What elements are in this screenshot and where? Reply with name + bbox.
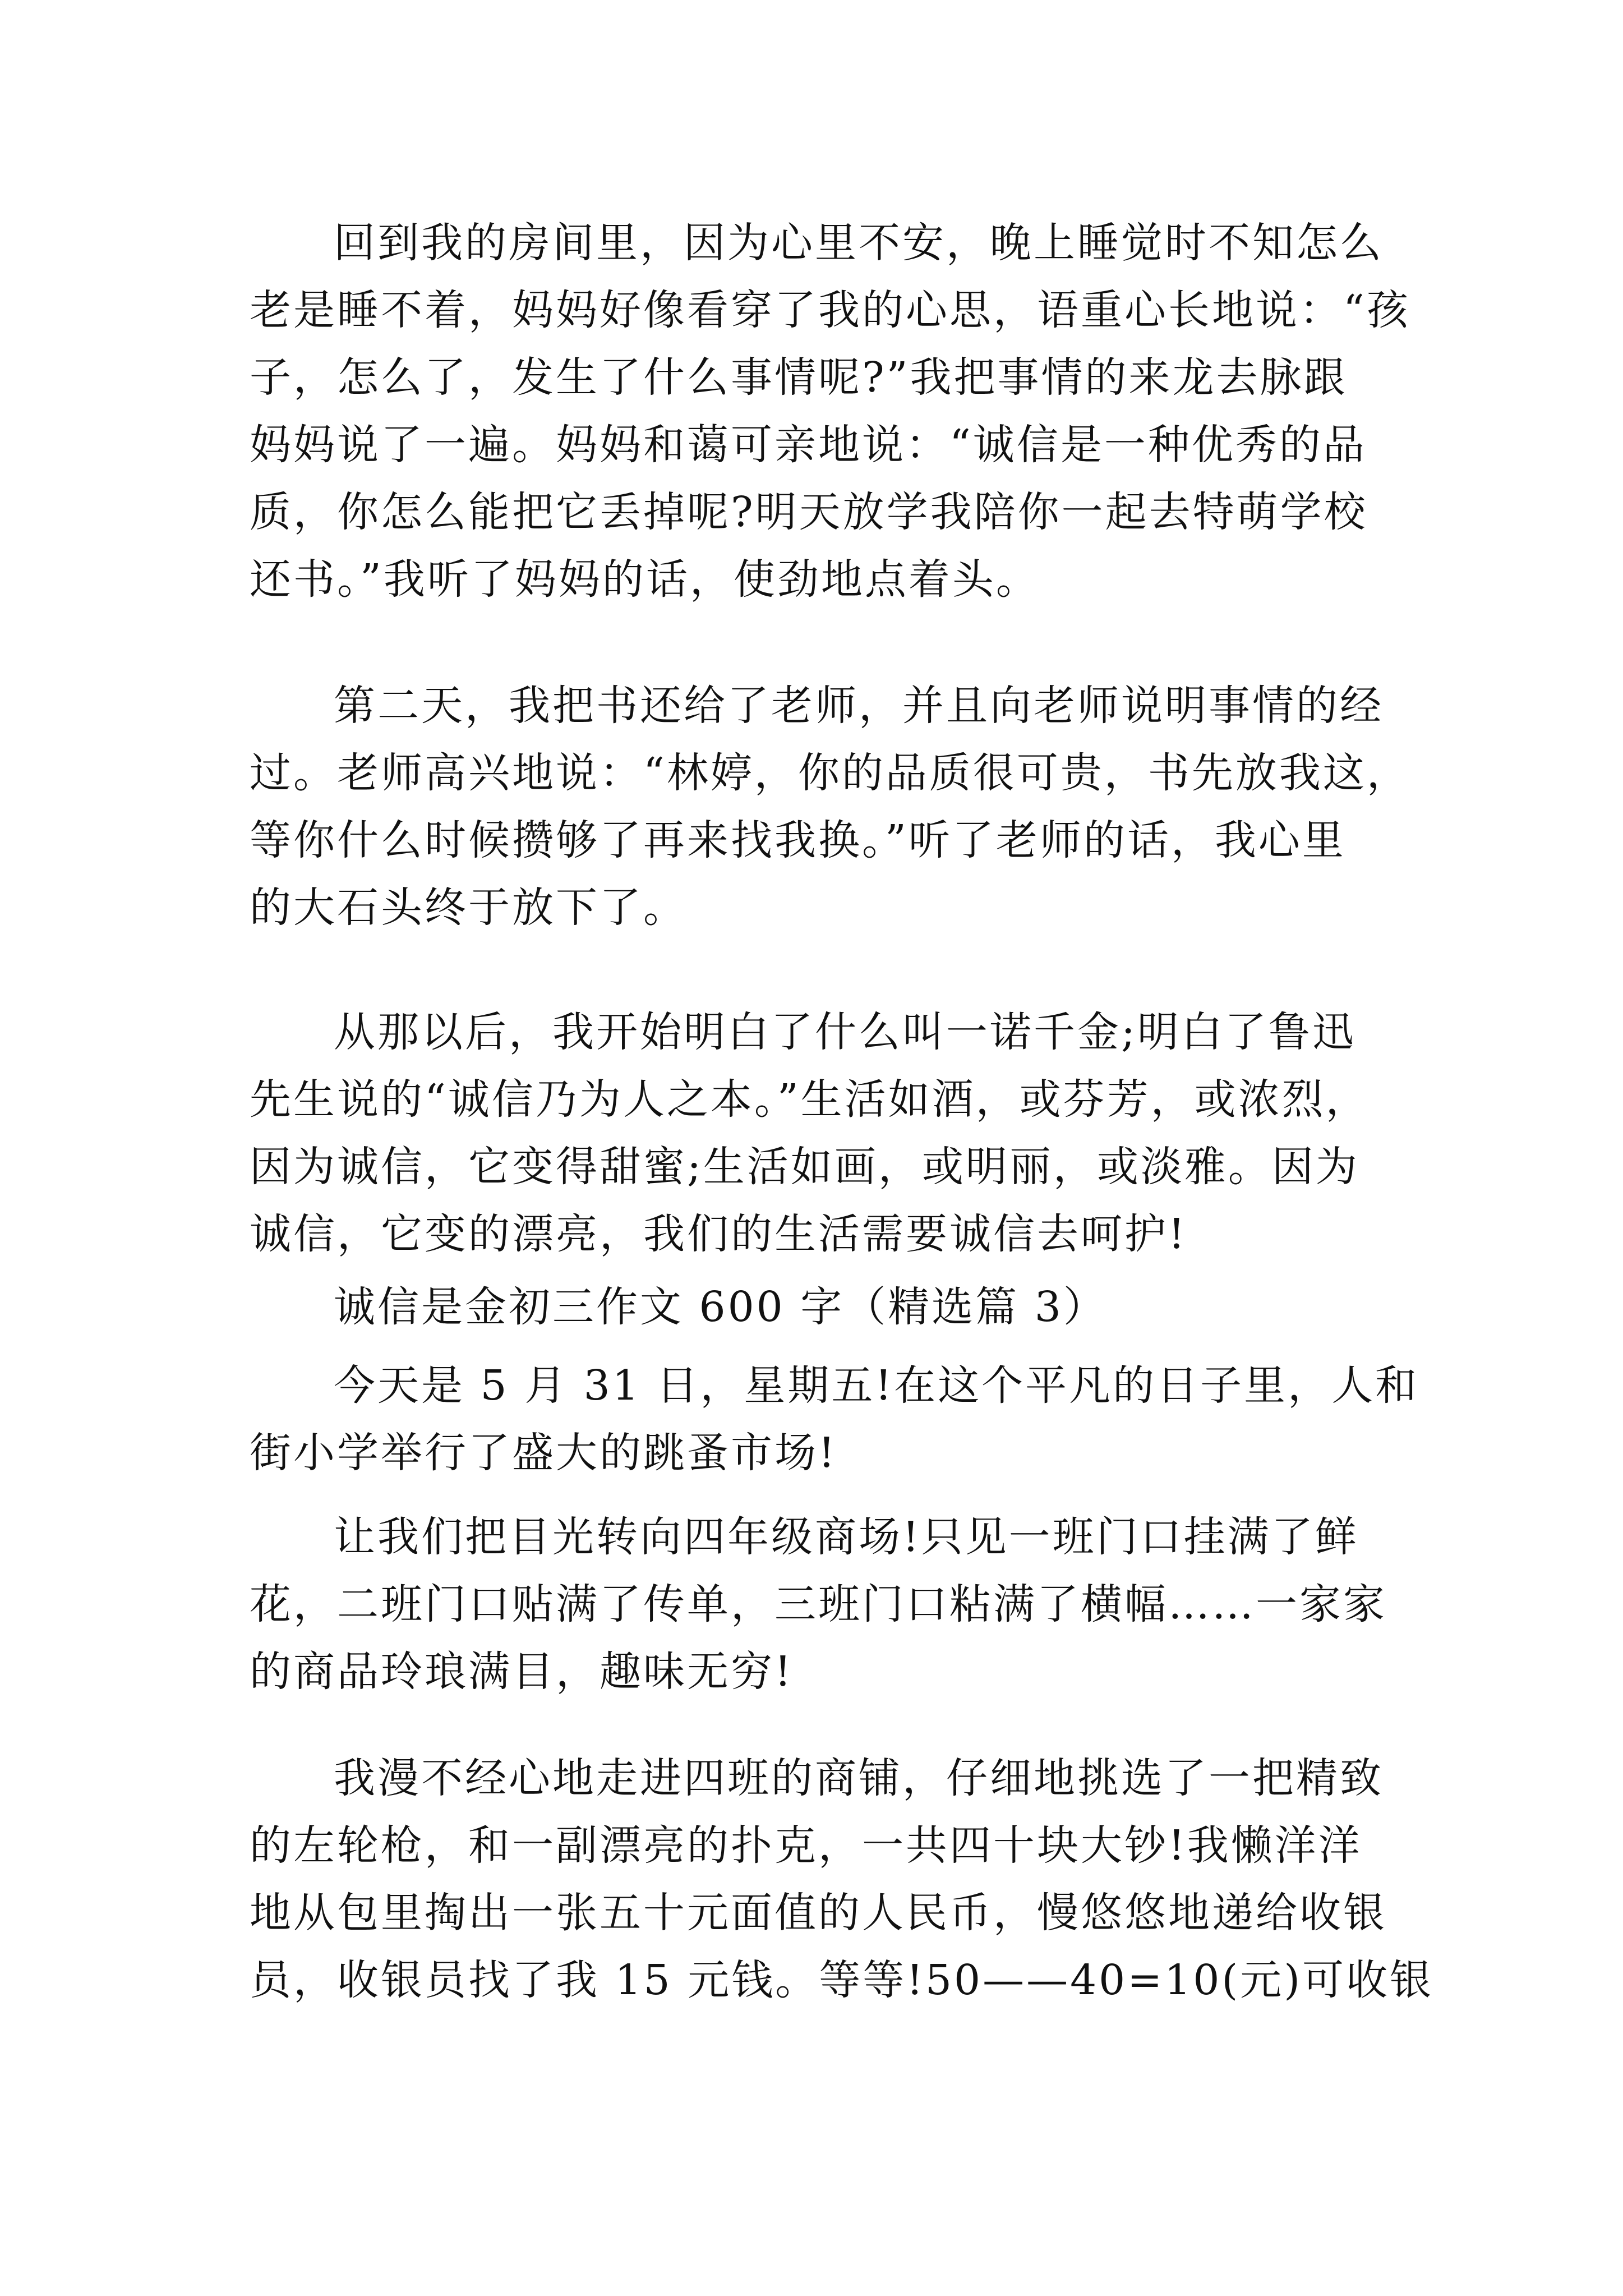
text-line: 从那以后，我开始明白了什么叫一诺千金;明白了鲁迅 [334, 1008, 1356, 1056]
text-line: 地从包里掏出一张五十元面值的人民币，慢悠悠地递给收银 [250, 1889, 1387, 1937]
text-line: 诚信，它变的漂亮，我们的生活需要诚信去呵护! [250, 1210, 1187, 1258]
text-line: 子，怎么了，发生了什么事情呢?”我把事情的来龙去脉跟 [250, 353, 1348, 402]
text-line: 我漫不经心地走进四班的商铺，仔细地挑选了一把精致 [334, 1754, 1384, 1802]
text-line: 妈妈说了一遍。妈妈和蔼可亲地说：“诚信是一种优秀的品 [250, 421, 1367, 469]
text-line: 街小学举行了盛大的跳蚤市场! [250, 1429, 837, 1477]
text-line: 的商品玲琅满目，趣味无穷! [250, 1648, 794, 1696]
text-line: 等你什么时候攒够了再来找我换。”听了老师的话，我心里 [250, 816, 1346, 864]
text-line: 第二天，我把书还给了老师，并且向老师说明事情的经 [334, 682, 1384, 730]
section-heading: 诚信是金初三作文 600 字（精选篇 3） [334, 1283, 1107, 1331]
text-line: 先生说的“诚信乃为人之本。”生活如酒，或芬芳，或浓烈， [250, 1075, 1370, 1124]
text-line: 的左轮枪，和一副漂亮的扑克，一共四十块大钞!我懒洋洋 [250, 1821, 1362, 1870]
text-line: 的大石头终于放下了。 [250, 884, 687, 932]
text-line: 回到我的房间里，因为心里不安，晚上睡觉时不知怎么 [334, 219, 1384, 267]
text-line: 今天是 5 月 31 日，星期五!在这个平凡的日子里，人和 [334, 1361, 1419, 1410]
text-line: 过。老师高兴地说：“林婷，你的品质很可贵，书先放我这， [250, 749, 1410, 797]
text-line: 员，收银员找了我 15 元钱。等等!50——40=10(元)可收银 [250, 1956, 1434, 2004]
text-line: 质，你怎么能把它丢掉呢?明天放学我陪你一起去特萌学校 [250, 488, 1368, 536]
text-line: 老是睡不着，妈妈好像看穿了我的心思，语重心长地说：“孩 [250, 286, 1410, 334]
text-line: 让我们把目光转向四年级商场!只见一班门口挂满了鲜 [334, 1513, 1359, 1561]
text-line: 还书。”我听了妈妈的话，使劲地点着头。 [250, 555, 1040, 604]
text-line: 花，二班门口贴满了传单，三班门口粘满了横幅……一家家 [250, 1580, 1387, 1628]
text-line: 因为诚信，它变得甜蜜;生活如画，或明丽，或淡雅。因为 [250, 1143, 1359, 1191]
